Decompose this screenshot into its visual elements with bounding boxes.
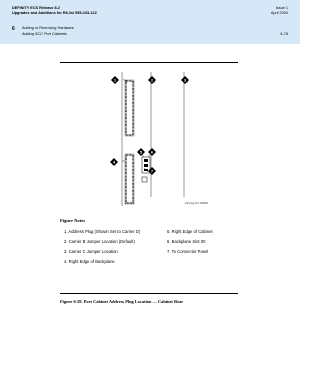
note-item: 5. Right Edge of Cabinet: [167, 229, 213, 234]
note-item: 3. Carrier C Jumper Location: [64, 249, 118, 254]
chapter-number: 6: [12, 26, 15, 32]
product-title: DEFINITY ECS Release 8.2: [12, 6, 60, 10]
issue-label: Issue 1: [275, 6, 288, 10]
callout-3: 3: [183, 77, 187, 83]
chapter-title: Adding or Removing Hardware: [22, 26, 74, 30]
callout-6: 6: [150, 149, 154, 155]
note-item: 6. Backplane Slot 00: [167, 239, 206, 244]
note-item: 7. To Connector Panel: [167, 249, 209, 254]
cabinet-rear-figure: [100, 70, 210, 207]
note-item: 4. Right Edge of Backplane: [64, 259, 115, 264]
callout-4: 4: [112, 159, 116, 165]
section-title: Adding SCC Port Cabinets: [22, 32, 67, 36]
page-number: 6-78: [280, 32, 288, 36]
caption-rule: [60, 293, 238, 294]
note-item: 1. Address Plug (Shown Set to Carrier D): [64, 229, 141, 234]
top-rule: [60, 62, 238, 63]
note-item: 2. Carrier B Jumper Location (Default): [64, 239, 135, 244]
figure-notes-title: Figure Notes: [60, 218, 86, 223]
issue-date: April 2000: [270, 11, 288, 15]
connector-column-upper: [125, 80, 134, 136]
connector-column-lower: [125, 154, 134, 204]
callout-5: 5: [139, 149, 143, 155]
book-title: Upgrades and Additions for R8.2si 555-233-122: [12, 11, 97, 15]
callout-2: 2: [150, 77, 154, 83]
callout-7: 7: [150, 168, 154, 174]
art-id: pdh plug CLC 050800: [184, 202, 208, 205]
callout-1: 1: [113, 77, 117, 83]
figure-caption: Figure 6-29. Port Cabinet Address Plug Location — Cabinet Rear: [60, 299, 184, 304]
small-connector: [142, 177, 147, 182]
